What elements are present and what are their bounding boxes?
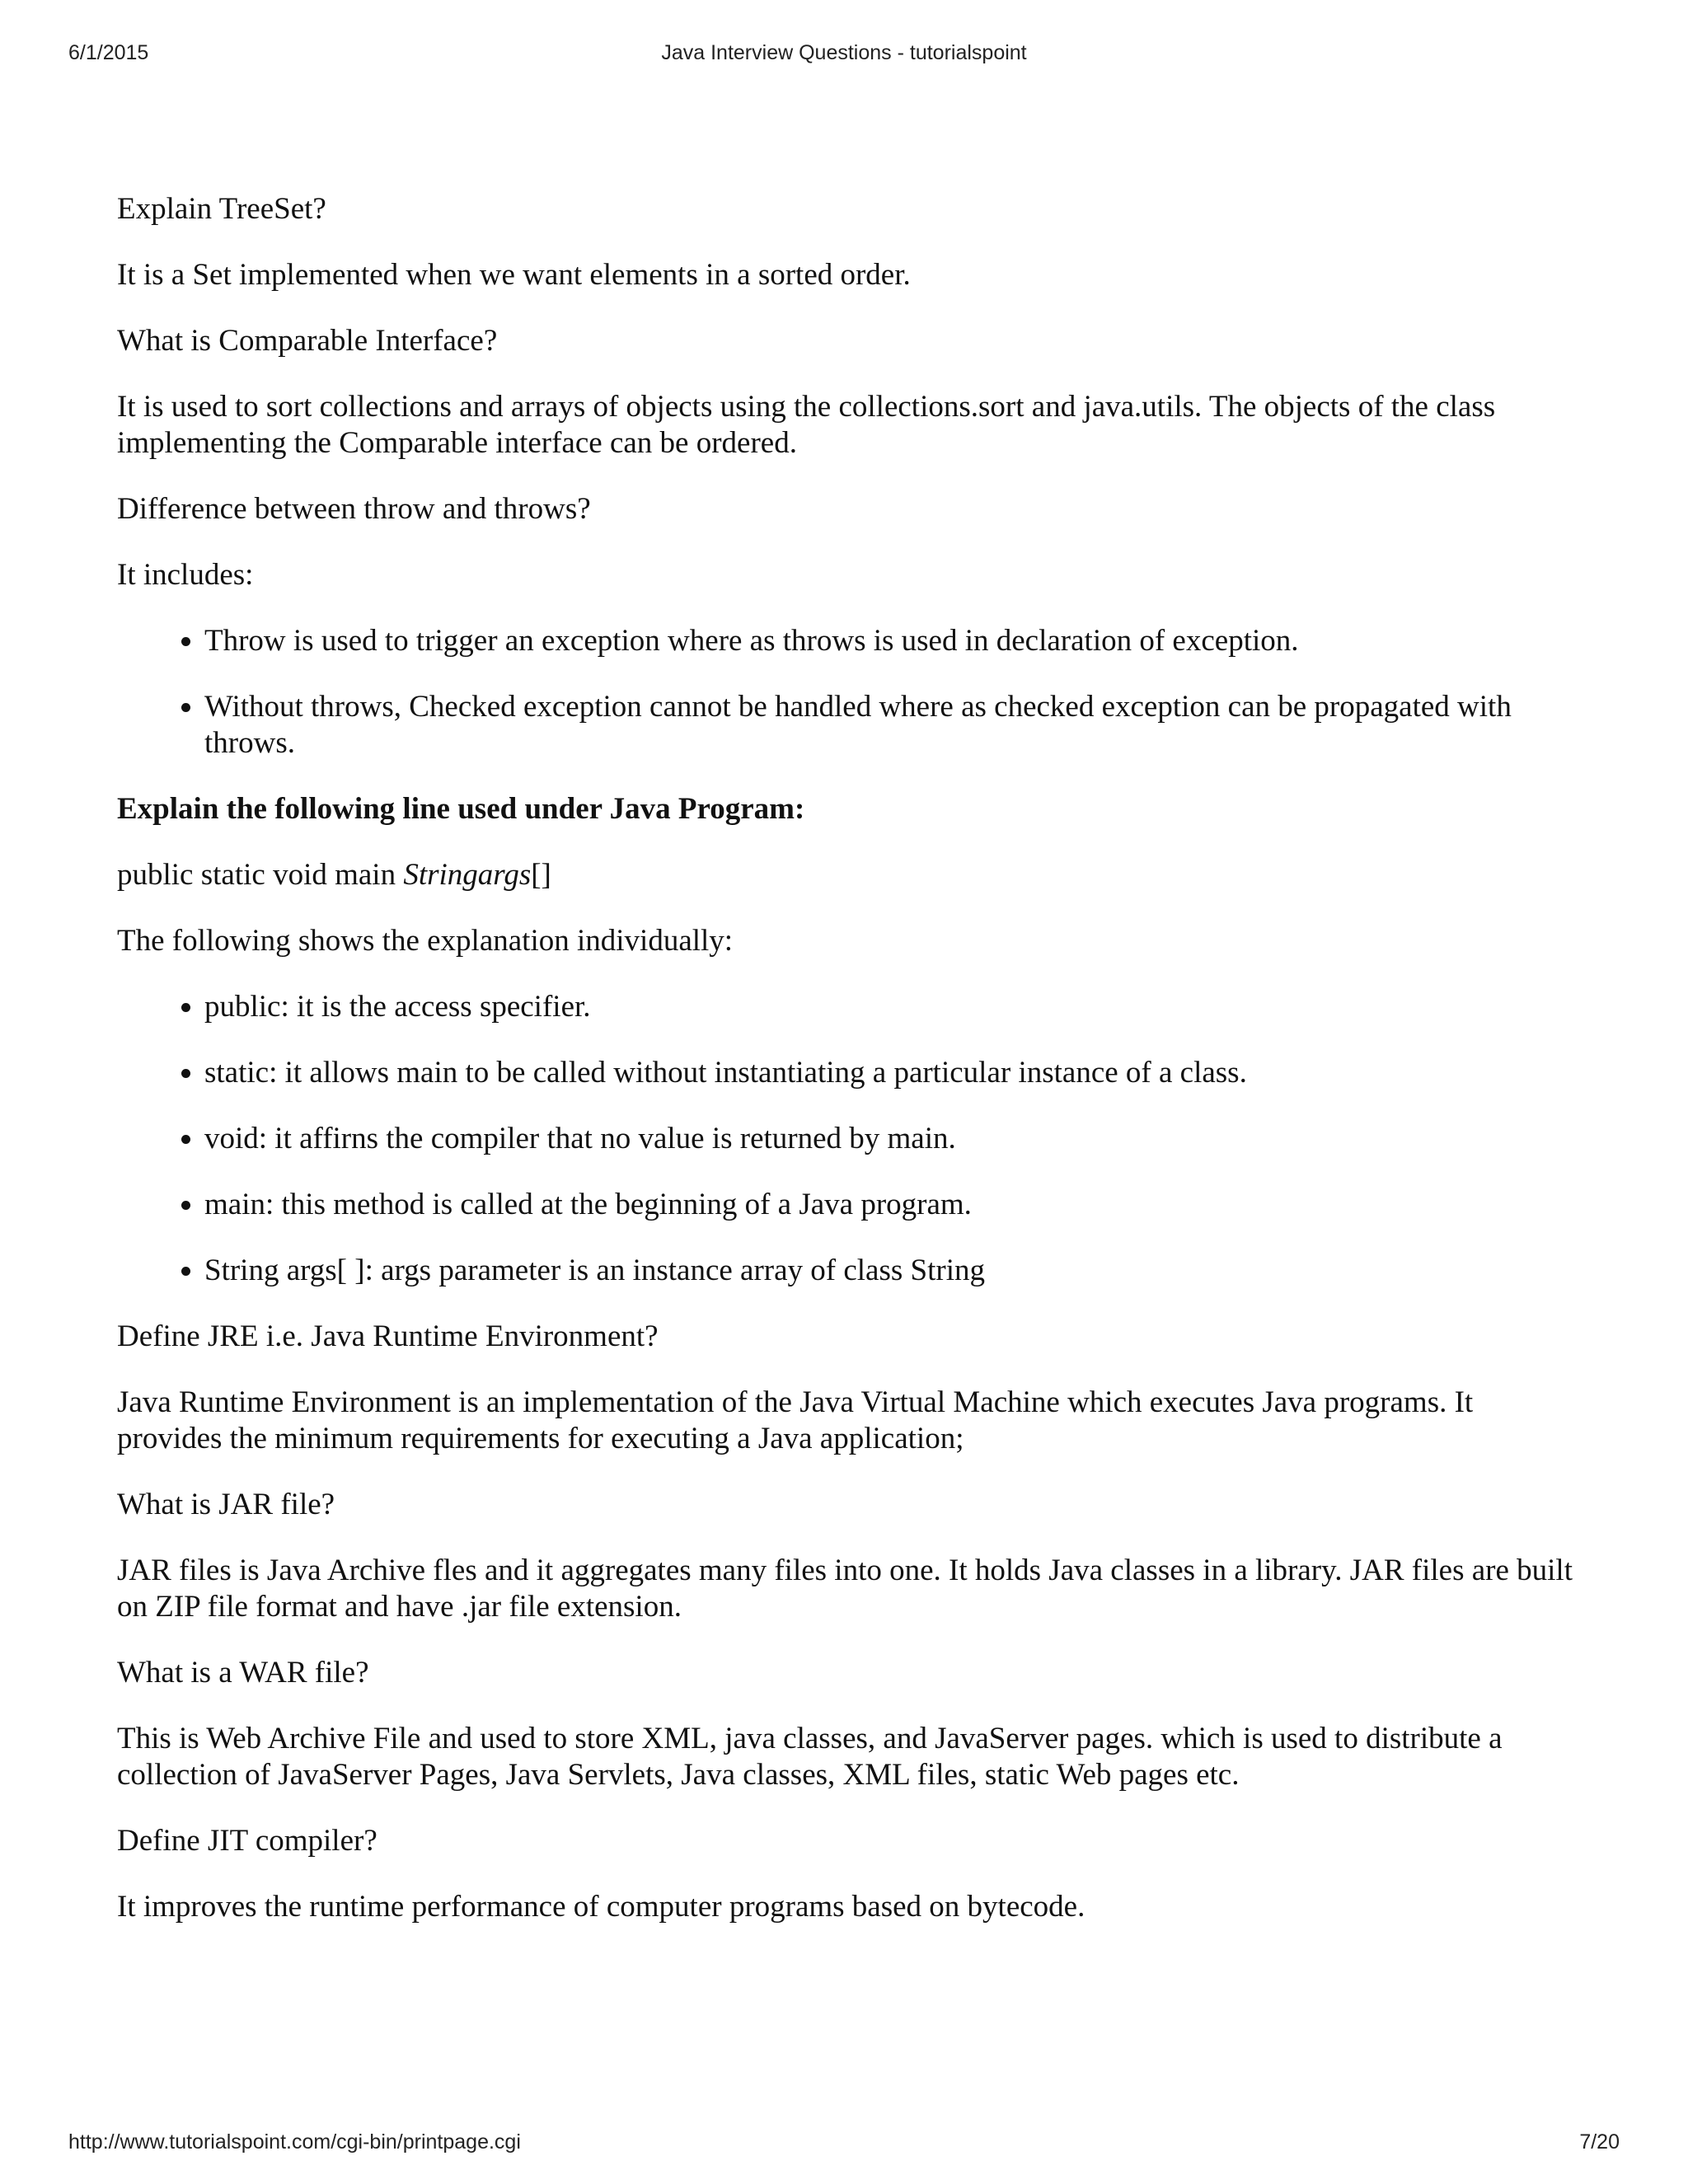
code-line-suffix: [] bbox=[531, 858, 551, 892]
list-item: • public: it is the access specifier. bbox=[204, 989, 1584, 1025]
question-jit: Define JIT compiler? bbox=[117, 1824, 377, 1858]
section-heading: Explain the following line used under Java Program: bbox=[117, 792, 805, 826]
list-item: • static: it allows main to be called without instantiating a particular instance of a class. bbox=[204, 1055, 1584, 1091]
question-throw-throws: Difference between throw and throws? bbox=[117, 492, 591, 526]
answer-jar: JAR files is Java Archive fles and it aggregates many files into one. It holds Java classes in a library. JAR files are built on ZIP file format and have .jar file extension. bbox=[117, 1554, 1573, 1624]
explanation-list bbox=[117, 989, 1584, 1289]
code-line-prefix: public static void main bbox=[117, 858, 404, 892]
list-item: • Throw is used to trigger an exception where as throws is used in declaration of exception. bbox=[204, 623, 1584, 659]
explanation-intro: The following shows the explanation individually: bbox=[117, 924, 734, 958]
question-jar: What is JAR file? bbox=[117, 1488, 335, 1521]
answer-comparable: It is used to sort collections and arrays of objects using the collections.sort and java.utils. The objects of the class implementing the Comparable interface can be ordered. bbox=[117, 390, 1496, 460]
answer-war: This is Web Archive File and used to store XML, java classes, and JavaServer pages. which is used to distribute a collection of JavaServer Pages, Java Servlets, Java classes, XML files, static Web pages etc. bbox=[117, 1722, 1503, 1792]
answer-jre: Java Runtime Environment is an implementation of the Java Virtual Machine which executes Java programs. It provides the minimum requirements for executing a Java application; bbox=[117, 1385, 1474, 1455]
throw-throws-list bbox=[117, 623, 1584, 762]
list-item: • main: this method is called at the beginning of a Java program. bbox=[204, 1187, 1584, 1223]
page-number: 7/20 bbox=[1579, 2130, 1620, 2154]
question-jre: Define JRE i.e. Java Runtime Environment? bbox=[117, 1319, 659, 1353]
document-body bbox=[117, 191, 1584, 1955]
question-war: What is a WAR file? bbox=[117, 1656, 369, 1690]
question-treeset: Explain TreeSet? bbox=[117, 192, 326, 226]
list-item: • void: it affirns the compiler that no value is returned by main. bbox=[204, 1121, 1584, 1157]
list-item: • Without throws, Checked exception cannot be handled where as checked exception can be propagated with throws. bbox=[204, 689, 1584, 762]
list-item: • String args[ ]: args parameter is an instance array of class String bbox=[204, 1253, 1584, 1289]
answer-treeset: It is a Set implemented when we want elements in a sorted order. bbox=[117, 258, 911, 292]
print-url: http://www.tutorialspoint.com/cgi-bin/printpage.cgi bbox=[68, 2130, 521, 2154]
print-title: Java Interview Questions - tutorialspoint bbox=[661, 41, 1027, 64]
print-footer bbox=[68, 2130, 1620, 2158]
answer-jit: It improves the runtime performance of computer programs based on bytecode. bbox=[117, 1890, 1085, 1924]
print-date: 6/1/2015 bbox=[68, 41, 149, 64]
code-line bbox=[117, 857, 1584, 893]
question-comparable: What is Comparable Interface? bbox=[117, 324, 498, 358]
print-header bbox=[68, 41, 1620, 69]
code-line-math: Stringargs bbox=[403, 858, 532, 892]
answer-throw-throws-intro: It includes: bbox=[117, 558, 254, 592]
